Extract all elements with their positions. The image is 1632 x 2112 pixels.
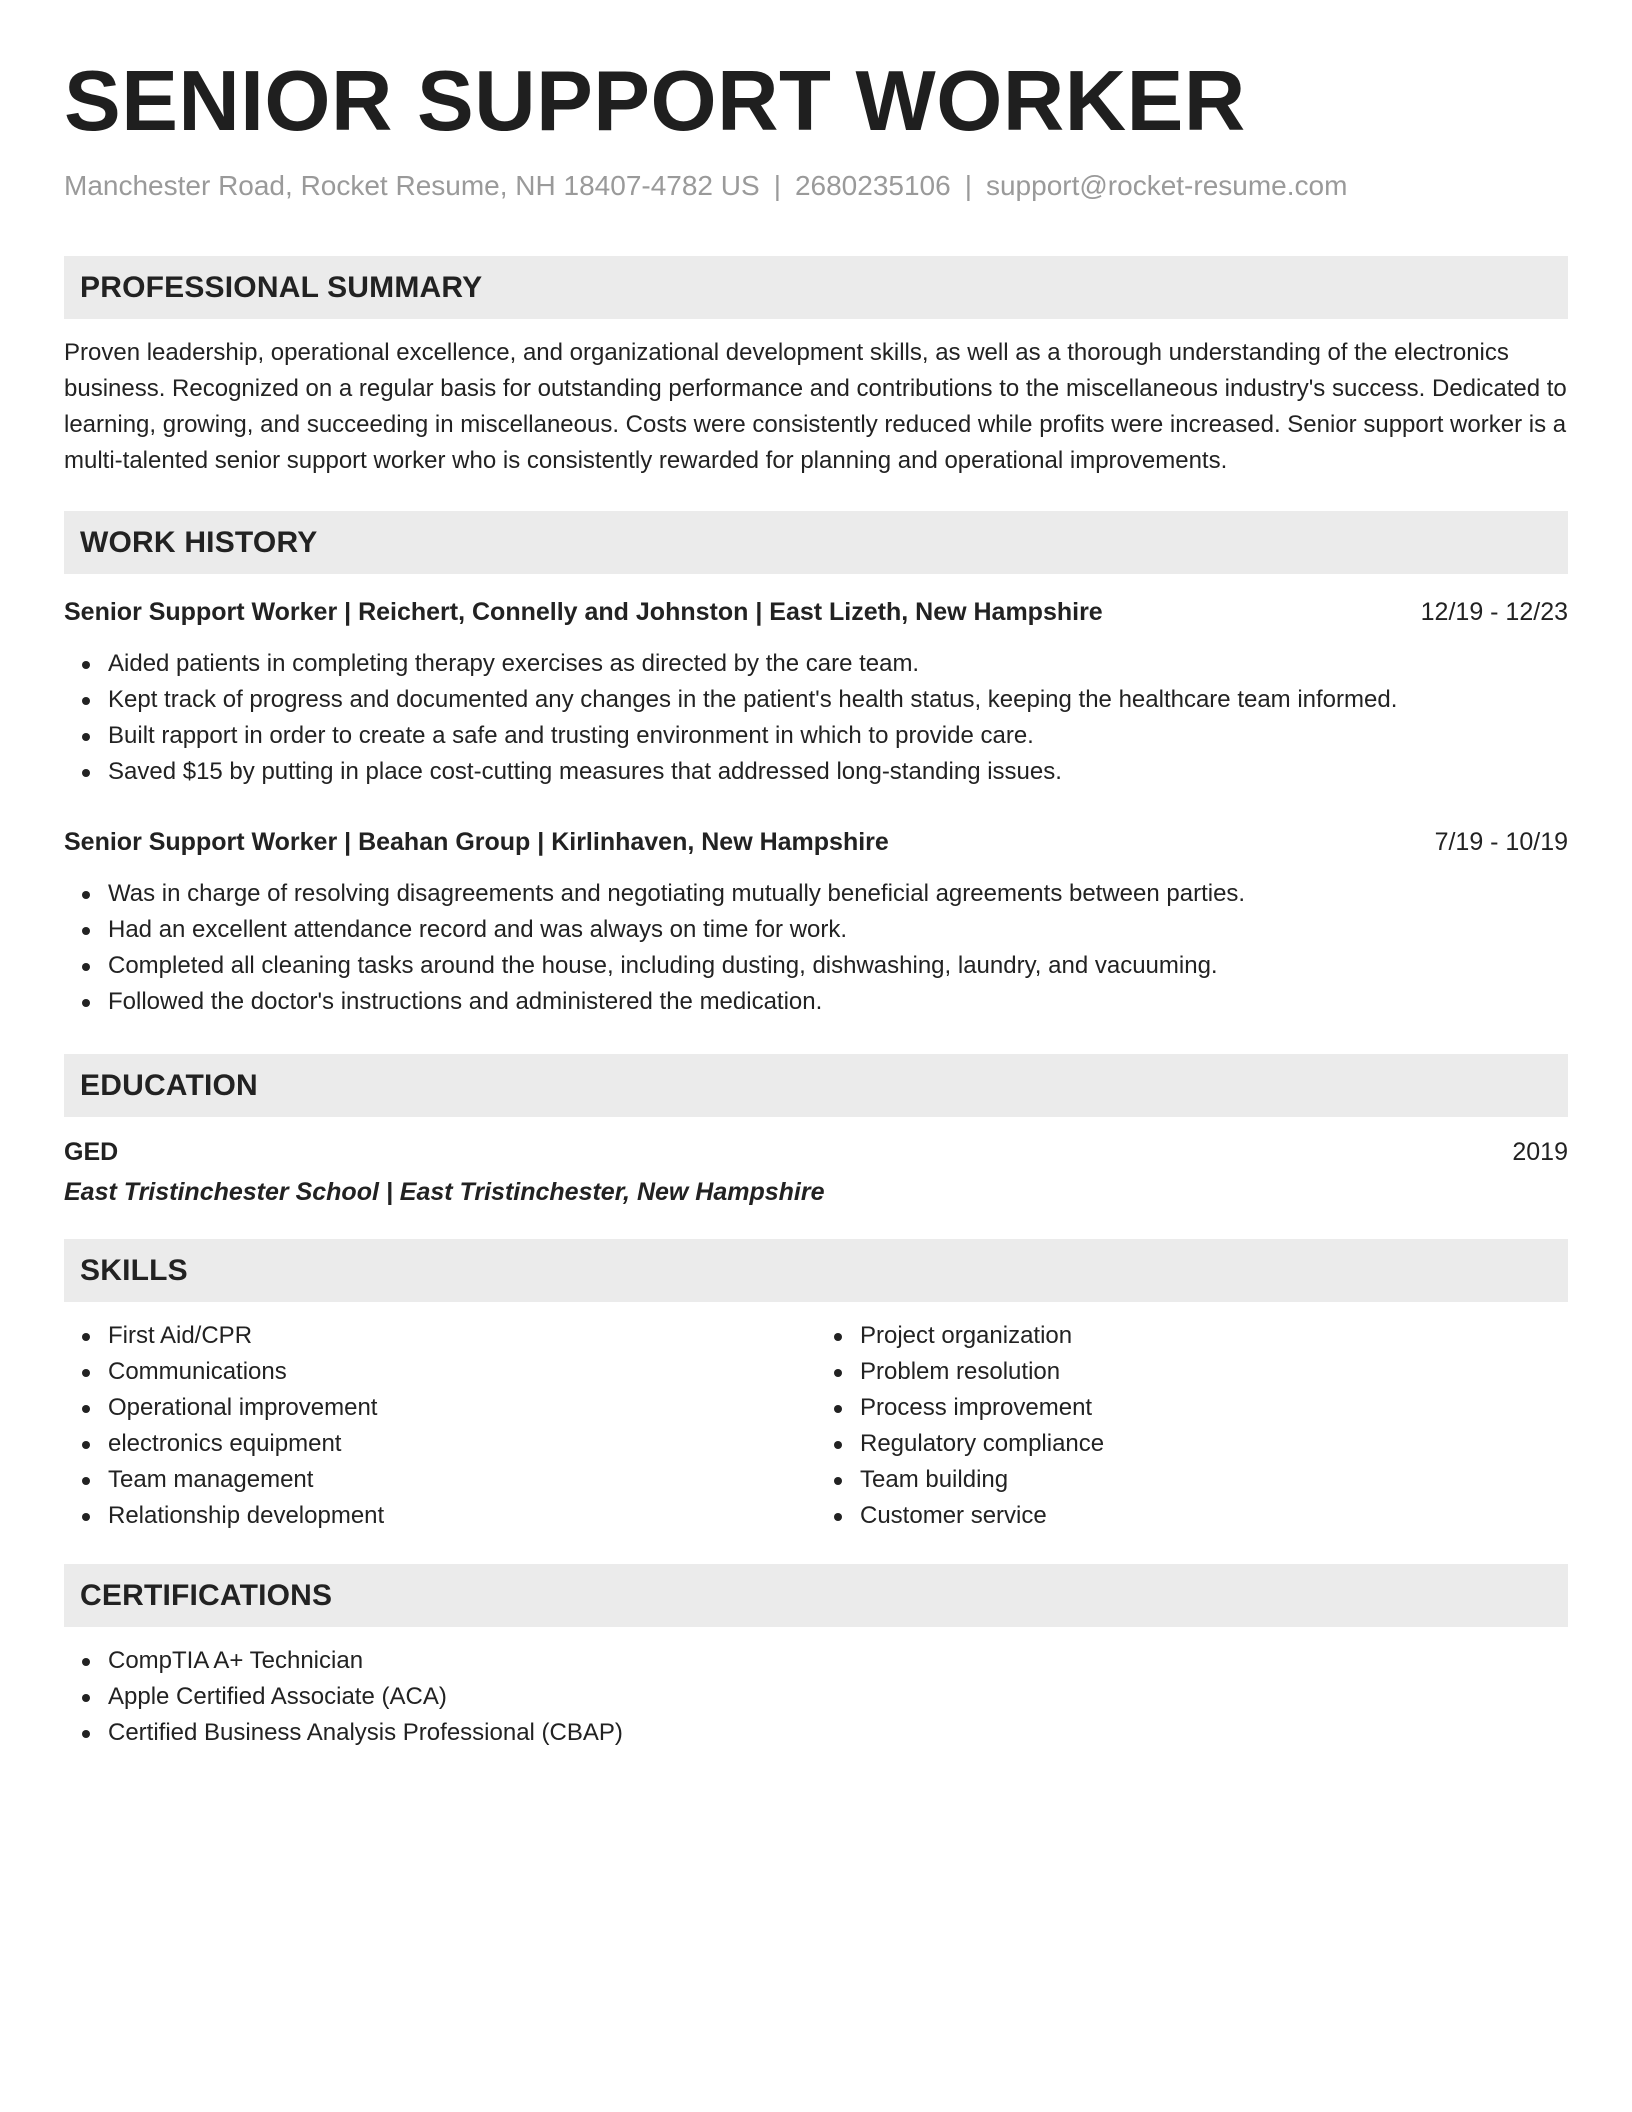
- section-header-certifications: [64, 1564, 1568, 1627]
- job-title: Senior Support Worker | Reichert, Connelly and Johnston | East Lizeth, New Hampshire: [64, 598, 1103, 626]
- education-school: East Tristinchester School | East Tristinchester, New Hampshire: [64, 1178, 825, 1206]
- skill-item: Customer service: [860, 1498, 1568, 1534]
- job-entry: [64, 824, 1568, 1020]
- job-bullets: [64, 876, 1568, 1020]
- education-degree: GED: [64, 1138, 119, 1166]
- certification-item: Apple Certified Associate (ACA): [108, 1679, 1568, 1715]
- section-title: CERTIFICATIONS: [80, 1578, 333, 1612]
- skill-item: Relationship development: [108, 1498, 816, 1534]
- contact-phone: 2680235106: [794, 170, 951, 201]
- job-header: [64, 594, 1568, 630]
- job-bullet: Was in charge of resolving disagreements and negotiating mutually beneficial agreements between parties.: [108, 876, 1568, 912]
- job-dates: 12/19 - 12/23: [1420, 598, 1568, 626]
- skill-item: Regulatory compliance: [860, 1426, 1568, 1462]
- certification-item: Certified Business Analysis Professional (CBAP): [108, 1715, 1568, 1751]
- skill-item: Operational improvement: [108, 1390, 816, 1426]
- section-header-summary: [64, 256, 1568, 319]
- job-bullet: Built rapport in order to create a safe and trusting environment in which to provide care.: [108, 718, 1568, 754]
- job-bullet: Completed all cleaning tasks around the house, including dusting, dishwashing, laundry, and vacuuming.: [108, 948, 1568, 984]
- section-header-education: [64, 1054, 1568, 1117]
- section-header-skills: [64, 1239, 1568, 1302]
- resume-name: SENIOR SUPPORT WORKER: [64, 54, 1246, 149]
- certifications-list: [64, 1643, 1568, 1751]
- skill-item: Project organization: [860, 1318, 1568, 1354]
- skill-item: Problem resolution: [860, 1354, 1568, 1390]
- job-bullets: [64, 646, 1568, 790]
- skill-item: Communications: [108, 1354, 816, 1390]
- skills-column-right: [816, 1318, 1568, 1534]
- education-header: [64, 1135, 1568, 1169]
- skill-item: Team management: [108, 1462, 816, 1498]
- summary-text: Proven leadership, operational excellence, and organizational development skills, as well as a thorough understanding of the electronics business. Recognized on a regular basis for outstanding performance and contributions to the miscellaneous industry's success. Dedicated to learning, growing, and succeeding in miscellaneous. Costs were consistently reduced while profits were increased. Senior support worker is a multi-talented senior support worker who is consistently rewarded for planning and operational improvements.: [64, 339, 1567, 474]
- certification-item: CompTIA A+ Technician: [108, 1643, 1568, 1679]
- job-bullet: Followed the doctor's instructions and administered the medication.: [108, 984, 1568, 1020]
- skill-item: First Aid/CPR: [108, 1318, 816, 1354]
- skill-item: Process improvement: [860, 1390, 1568, 1426]
- job-bullet: Aided patients in completing therapy exercises as directed by the care team.: [108, 646, 1568, 682]
- job-bullet: Kept track of progress and documented any changes in the patient's health status, keeping the healthcare team informed.: [108, 682, 1568, 718]
- job-title: Senior Support Worker | Beahan Group | Kirlinhaven, New Hampshire: [64, 828, 889, 856]
- skills-grid: [64, 1318, 1568, 1534]
- section-header-work-history: [64, 511, 1568, 574]
- job-dates: 7/19 - 10/19: [1434, 828, 1568, 856]
- contact-separator: |: [773, 170, 781, 201]
- section-title: EDUCATION: [80, 1068, 258, 1102]
- contact-line: [64, 168, 1568, 204]
- contact-separator: |: [964, 170, 972, 201]
- section-title: WORK HISTORY: [80, 525, 318, 559]
- section-title: SKILLS: [80, 1253, 188, 1287]
- skill-item: electronics equipment: [108, 1426, 816, 1462]
- contact-address: Manchester Road, Rocket Resume, NH 18407-4782 US: [64, 170, 760, 201]
- job-bullet: Saved $15 by putting in place cost-cutting measures that addressed long-standing issues.: [108, 754, 1568, 790]
- skill-item: Team building: [860, 1462, 1568, 1498]
- education-year: 2019: [1512, 1138, 1568, 1166]
- section-title: PROFESSIONAL SUMMARY: [80, 270, 483, 304]
- job-bullet: Had an excellent attendance record and was always on time for work.: [108, 912, 1568, 948]
- skills-list: [816, 1318, 1568, 1534]
- contact-email: support@rocket-resume.com: [985, 170, 1348, 201]
- job-entry: [64, 594, 1568, 790]
- skills-list: [64, 1318, 816, 1534]
- job-header: [64, 824, 1568, 860]
- skills-column-left: [64, 1318, 816, 1534]
- education-entry: [64, 1135, 1568, 1209]
